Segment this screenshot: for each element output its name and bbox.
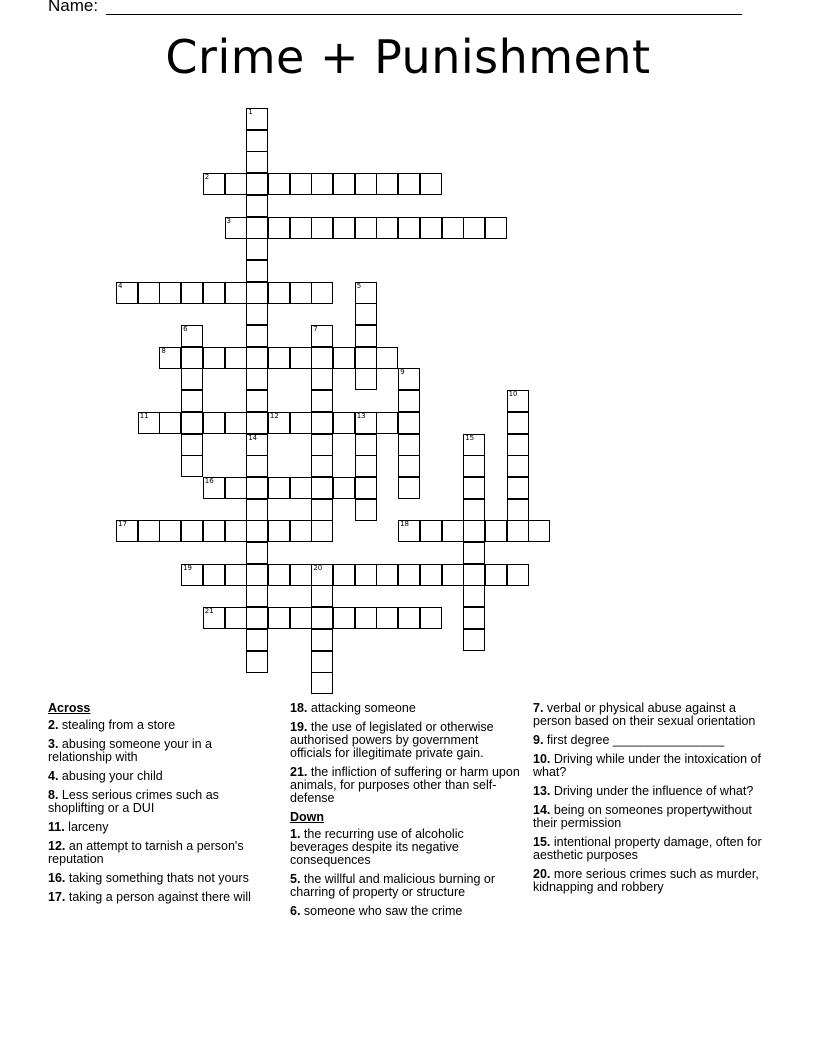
grid-cell[interactable]: [420, 173, 442, 195]
grid-cell[interactable]: [225, 520, 247, 542]
clue-item-number: 4.: [48, 769, 59, 783]
grid-cell[interactable]: [290, 607, 312, 629]
grid-cell[interactable]: [355, 434, 377, 456]
grid-cell[interactable]: [311, 434, 333, 456]
grid-cell[interactable]: [246, 629, 268, 651]
clue-item-text: stealing from a store: [58, 718, 176, 732]
grid-cell[interactable]: [225, 217, 247, 239]
grid-cell[interactable]: [507, 412, 529, 434]
clue-item-number: 6.: [290, 904, 301, 918]
grid-cell[interactable]: [246, 151, 268, 173]
clue-item: [533, 836, 765, 862]
grid-cell[interactable]: [268, 173, 290, 195]
grid-cell[interactable]: [268, 477, 290, 499]
grid-cell[interactable]: [290, 477, 312, 499]
clue-item-number: 15.: [533, 835, 551, 849]
clue-number: 8: [161, 346, 166, 355]
clue-number: 1: [248, 108, 253, 116]
grid-cell[interactable]: [420, 520, 442, 542]
clue-number: 19: [183, 563, 193, 572]
clue-item-number: 20.: [533, 867, 551, 881]
across-clue-list-continued: [290, 702, 520, 805]
clue-number: 10: [508, 390, 518, 399]
clue-item-number: 21.: [290, 765, 308, 779]
grid-cell[interactable]: [311, 455, 333, 477]
clue-number: 14: [248, 433, 258, 442]
down-clue-list-continued: [533, 702, 765, 894]
clue-item-text: the use of legislated or otherwise authorised powers by government officials for illegitimate private gain.: [290, 720, 494, 760]
grid-cell[interactable]: [333, 347, 355, 369]
grid-cell[interactable]: [181, 347, 203, 369]
grid-cell[interactable]: [159, 412, 181, 434]
clue-item-number: 19.: [290, 720, 308, 734]
grid-cell[interactable]: [181, 564, 203, 586]
clue-column-3: [533, 702, 765, 900]
grid-cell[interactable]: [507, 455, 529, 477]
grid-cell[interactable]: [290, 217, 312, 239]
grid-cell[interactable]: [225, 412, 247, 434]
clue-number: 12: [269, 411, 279, 420]
clue-item: [48, 789, 273, 815]
clue-item: [48, 738, 273, 764]
grid-cell[interactable]: [246, 108, 268, 130]
grid-cell[interactable]: [355, 477, 377, 499]
grid-cell[interactable]: [246, 564, 268, 586]
grid-cell[interactable]: [246, 260, 268, 282]
clue-item-number: 17.: [48, 890, 66, 904]
grid-cell[interactable]: [398, 434, 420, 456]
clue-item-text: larceny: [64, 820, 109, 834]
grid-cell[interactable]: [138, 282, 160, 304]
clue-item-text: abusing your child: [58, 769, 163, 783]
grid-cell[interactable]: [246, 173, 268, 195]
clue-number: 16: [204, 476, 214, 485]
grid-cell[interactable]: [116, 282, 138, 304]
clue-number: 3: [226, 216, 231, 225]
grid-cell[interactable]: [355, 368, 377, 390]
grid-cell[interactable]: [376, 173, 398, 195]
grid-cell[interactable]: [311, 217, 333, 239]
grid-cell[interactable]: [463, 217, 485, 239]
grid-cell[interactable]: [398, 173, 420, 195]
clue-number: 4: [118, 281, 123, 290]
grid-cell[interactable]: [203, 282, 225, 304]
grid-cell[interactable]: [246, 607, 268, 629]
clue-number: 18: [400, 520, 410, 529]
grid-cell[interactable]: [333, 564, 355, 586]
grid-cell[interactable]: [116, 520, 138, 542]
clue-item-text: attacking someone: [307, 701, 416, 715]
grid-cell[interactable]: [246, 390, 268, 412]
clue-item-number: 12.: [48, 839, 66, 853]
grid-cell[interactable]: [311, 585, 333, 607]
grid-cell[interactable]: [246, 325, 268, 347]
grid-cell[interactable]: [376, 412, 398, 434]
grid-cell[interactable]: [311, 672, 333, 694]
grid-cell[interactable]: [355, 347, 377, 369]
clue-item-number: 10.: [533, 752, 551, 766]
clue-item-text: the infliction of suffering or harm upon animals, for purposes other than self-defense: [290, 765, 520, 805]
grid-cell[interactable]: [507, 477, 529, 499]
grid-cell[interactable]: [311, 173, 333, 195]
clue-item-text: first degree ________________: [543, 733, 725, 747]
grid-cell[interactable]: [159, 520, 181, 542]
clue-item: [533, 868, 765, 894]
grid-cell[interactable]: [159, 347, 181, 369]
grid-cell[interactable]: [398, 412, 420, 434]
grid-cell[interactable]: [203, 477, 225, 499]
grid-cell[interactable]: [355, 173, 377, 195]
grid-cell[interactable]: [311, 499, 333, 521]
grid-cell[interactable]: [355, 607, 377, 629]
clue-item-text: more serious crimes such as murder, kidnapping and robbery: [533, 867, 759, 894]
grid-cell[interactable]: [333, 477, 355, 499]
grid-cell[interactable]: [246, 455, 268, 477]
across-heading: Across: [48, 701, 91, 715]
grid-cell[interactable]: [246, 520, 268, 542]
grid-cell[interactable]: [463, 499, 485, 521]
grid-cell[interactable]: [376, 607, 398, 629]
grid-cell[interactable]: [376, 347, 398, 369]
clue-number: 21: [204, 607, 214, 616]
grid-cell[interactable]: [420, 217, 442, 239]
clue-number: 6: [183, 325, 188, 333]
grid-cell[interactable]: [398, 477, 420, 499]
clue-number: 2: [204, 173, 210, 182]
grid-cell[interactable]: [528, 520, 550, 542]
clue-item-text: Less serious crimes such as shoplifting or a DUI: [48, 788, 219, 815]
grid-cell[interactable]: [333, 412, 355, 434]
grid-cell[interactable]: [181, 412, 203, 434]
grid-cell[interactable]: [268, 412, 290, 434]
grid-cell[interactable]: [203, 173, 225, 195]
grid-cell[interactable]: [355, 303, 377, 325]
grid-cell[interactable]: [246, 238, 268, 260]
grid-cell[interactable]: [463, 564, 485, 586]
grid-cell[interactable]: [442, 564, 464, 586]
grid-cell[interactable]: [311, 651, 333, 673]
grid-cell[interactable]: [398, 607, 420, 629]
grid-cell[interactable]: [181, 390, 203, 412]
grid-cell[interactable]: [463, 607, 485, 629]
grid-cell[interactable]: [442, 520, 464, 542]
grid-cell[interactable]: [311, 390, 333, 412]
grid-cell[interactable]: [246, 477, 268, 499]
grid-cell[interactable]: [203, 607, 225, 629]
clue-number: 13: [356, 411, 366, 420]
clue-number: 11: [139, 411, 149, 420]
grid-cell[interactable]: [442, 217, 464, 239]
grid-cell[interactable]: [311, 477, 333, 499]
grid-cell[interactable]: [463, 434, 485, 456]
clue-item-number: 7.: [533, 701, 544, 715]
grid-cell[interactable]: [311, 347, 333, 369]
clue-item-text: being on someones propertywithout their permission: [533, 803, 752, 830]
grid-cell[interactable]: [225, 564, 247, 586]
grid-cell[interactable]: [290, 564, 312, 586]
clue-item-text: Driving under the influence of what?: [550, 784, 754, 798]
grid-cell[interactable]: [246, 130, 268, 152]
grid-cell[interactable]: [203, 520, 225, 542]
grid-cell[interactable]: [138, 412, 160, 434]
clue-item: [48, 840, 273, 866]
page-title: Crime + Punishment: [165, 30, 651, 84]
grid-cell[interactable]: [398, 564, 420, 586]
across-clue-list: [48, 719, 273, 904]
clue-item: [533, 702, 765, 728]
grid-cell[interactable]: [463, 477, 485, 499]
grid-cell[interactable]: [246, 303, 268, 325]
clue-item: [533, 734, 765, 747]
grid-cell[interactable]: [290, 282, 312, 304]
grid-cell[interactable]: [355, 564, 377, 586]
clue-item-text: the willful and malicious burning or charring of property or structure: [290, 872, 495, 899]
clue-item: [533, 753, 765, 779]
clue-item-text: Driving while under the intoxication of what?: [533, 752, 761, 779]
grid-cell[interactable]: [355, 499, 377, 521]
grid-cell[interactable]: [507, 564, 529, 586]
clue-item-text: taking something thats not yours: [65, 871, 249, 885]
grid-cell[interactable]: [311, 412, 333, 434]
grid-cell[interactable]: [485, 520, 507, 542]
grid-cell[interactable]: [463, 520, 485, 542]
clue-number: 9: [400, 368, 405, 377]
grid-cell[interactable]: [398, 217, 420, 239]
grid-cell[interactable]: [246, 434, 268, 456]
grid-cell[interactable]: [246, 542, 268, 564]
grid-cell[interactable]: [181, 520, 203, 542]
grid-cell[interactable]: [225, 282, 247, 304]
grid-cell[interactable]: [181, 434, 203, 456]
grid-cell[interactable]: [225, 477, 247, 499]
grid-cell[interactable]: [463, 542, 485, 564]
clue-number: 5: [356, 281, 362, 290]
grid-cell[interactable]: [181, 282, 203, 304]
clue-column-2: [290, 702, 520, 924]
clue-number: 15: [465, 433, 475, 442]
grid-cell[interactable]: [463, 629, 485, 651]
clue-item-number: 13.: [533, 784, 551, 798]
clue-item-text: an attempt to tarnish a person's reputation: [48, 839, 244, 866]
clue-item-number: 5.: [290, 872, 301, 886]
clue-item-text: the recurring use of alcoholic beverages despite its negative consequences: [290, 827, 464, 867]
grid-cell[interactable]: [485, 217, 507, 239]
down-heading: Down: [290, 810, 325, 824]
grid-cell[interactable]: [311, 368, 333, 390]
grid-cell[interactable]: [311, 564, 333, 586]
grid-cell[interactable]: [203, 347, 225, 369]
grid-cell[interactable]: [159, 282, 181, 304]
grid-cell[interactable]: [507, 434, 529, 456]
name-label: Name:: [48, 0, 99, 15]
grid-cell[interactable]: [507, 520, 529, 542]
grid-cell[interactable]: [246, 651, 268, 673]
grid-cell[interactable]: [355, 282, 377, 304]
grid-cell[interactable]: [246, 282, 268, 304]
grid-cell[interactable]: [311, 520, 333, 542]
grid-cell[interactable]: [290, 173, 312, 195]
clue-item-number: 14.: [533, 803, 551, 817]
clue-item-number: 3.: [48, 737, 59, 751]
grid-cell[interactable]: [246, 368, 268, 390]
clue-number: 7: [313, 325, 318, 333]
grid-cell[interactable]: [268, 347, 290, 369]
clue-item: [48, 719, 273, 732]
grid-cell[interactable]: [268, 520, 290, 542]
clue-item-number: 8.: [48, 788, 59, 802]
grid-cell[interactable]: [203, 412, 225, 434]
grid-cell[interactable]: [398, 368, 420, 390]
grid-cell[interactable]: [311, 607, 333, 629]
grid-cell[interactable]: [181, 368, 203, 390]
clue-item-text: taking a person against there will: [65, 890, 251, 904]
clue-item: [533, 785, 765, 798]
grid-cell[interactable]: [268, 282, 290, 304]
grid-cell[interactable]: [398, 520, 420, 542]
grid-cell[interactable]: [246, 347, 268, 369]
clue-item: [290, 828, 520, 867]
grid-cell[interactable]: [311, 325, 333, 347]
grid-cell[interactable]: [225, 347, 247, 369]
clue-item-text: someone who saw the crime: [300, 904, 463, 918]
grid-cell[interactable]: [355, 455, 377, 477]
clue-item-number: 9.: [533, 733, 544, 747]
clue-item: [48, 770, 273, 783]
clue-item: [48, 821, 273, 834]
grid-cell[interactable]: [507, 499, 529, 521]
clue-item-number: 18.: [290, 701, 308, 715]
grid-cell[interactable]: [355, 217, 377, 239]
clue-item: [533, 804, 765, 830]
grid-cell[interactable]: [376, 564, 398, 586]
grid-cell[interactable]: [463, 585, 485, 607]
clue-item: [290, 721, 520, 760]
clue-item-text: intentional property damage, often for aesthetic purposes: [533, 835, 762, 862]
clue-item-number: 2.: [48, 718, 59, 732]
grid-cell[interactable]: [225, 173, 247, 195]
grid-cell[interactable]: [398, 390, 420, 412]
grid-cell[interactable]: [268, 607, 290, 629]
grid-cell[interactable]: [290, 520, 312, 542]
grid-cell[interactable]: [246, 499, 268, 521]
grid-cell[interactable]: [246, 585, 268, 607]
grid-cell[interactable]: [246, 217, 268, 239]
grid-cell[interactable]: [246, 412, 268, 434]
clue-item: [290, 905, 520, 918]
grid-cell[interactable]: [290, 412, 312, 434]
clue-item-number: 1.: [290, 827, 301, 841]
clue-number: 17: [118, 520, 127, 529]
clue-item: [290, 766, 520, 805]
clue-item-number: 11.: [48, 820, 65, 834]
grid-cell[interactable]: [246, 195, 268, 217]
clue-item-number: 16.: [48, 871, 66, 885]
grid-cell[interactable]: [268, 217, 290, 239]
grid-cell[interactable]: [333, 173, 355, 195]
clue-item: [48, 872, 273, 885]
grid-cell[interactable]: [463, 455, 485, 477]
grid-cell[interactable]: [203, 564, 225, 586]
grid-cell[interactable]: [485, 564, 507, 586]
clue-item-text: abusing someone your in a relationship with: [48, 737, 213, 764]
grid-cell[interactable]: [181, 455, 203, 477]
grid-cell[interactable]: [507, 390, 529, 412]
grid-cell[interactable]: [138, 520, 160, 542]
grid-cell[interactable]: [333, 217, 355, 239]
grid-cell[interactable]: [420, 607, 442, 629]
clue-item: [290, 873, 520, 899]
grid-cell[interactable]: [398, 455, 420, 477]
clue-item: [48, 891, 273, 904]
grid-cell[interactable]: [355, 325, 377, 347]
grid-cell[interactable]: [333, 607, 355, 629]
grid-cell[interactable]: [311, 282, 333, 304]
grid-cell[interactable]: [420, 564, 442, 586]
grid-cell[interactable]: [376, 217, 398, 239]
grid-cell[interactable]: [355, 412, 377, 434]
grid-cell[interactable]: [311, 629, 333, 651]
grid-cell[interactable]: [268, 564, 290, 586]
clue-item: [290, 702, 520, 715]
grid-cell[interactable]: [181, 325, 203, 347]
clue-number: 20: [313, 563, 323, 572]
down-clue-list: [290, 828, 520, 918]
clue-column-1: [48, 702, 273, 910]
grid-cell[interactable]: [225, 607, 247, 629]
clue-item-text: verbal or physical abuse against a person based on their sexual orientation: [533, 701, 756, 728]
grid-cell[interactable]: [290, 347, 312, 369]
